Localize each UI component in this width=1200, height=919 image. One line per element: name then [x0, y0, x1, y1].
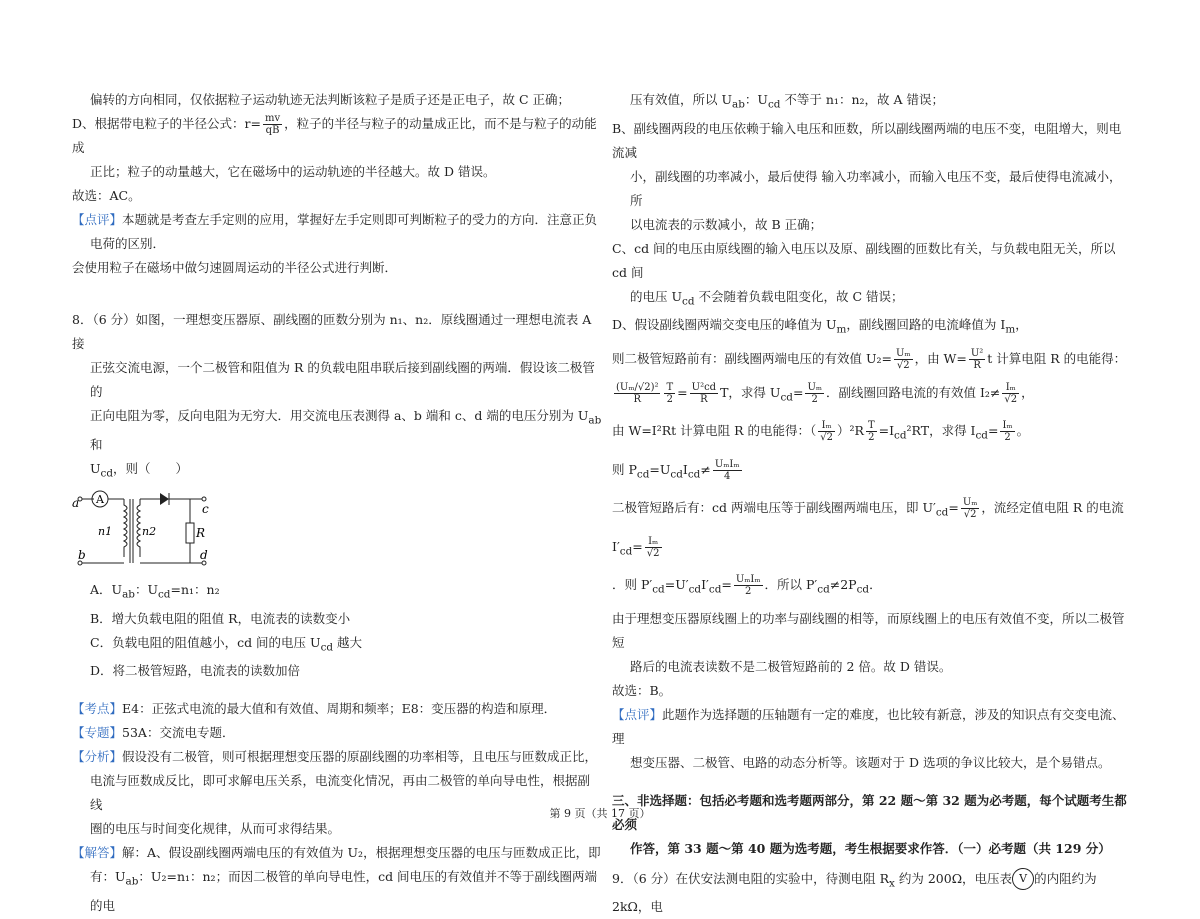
para-prev-d: D、根据带电粒子的半径公式：r= $\frac{mv}{qB}$ ，粒子的半径与粒子的动量成正比，而不是与粒子的动能成: [72, 112, 602, 160]
para-prev-c: 偏转的方向相同，仅依据粒子运动轨迹无法判断该粒子是质子还是正电子，故 C 正确；: [72, 88, 602, 112]
sol-c: C、cd 间的电压由原线圈的输入电压以及原、副线圈的匝数比有关，与负载电阻无关，所以 cd 间: [612, 237, 1132, 285]
question-8-l2: 正弦交流电源，一个二极管和阻值为 R 的负载电阻串联后接到副线圈的两端．假设该二极管的: [72, 356, 602, 404]
sol-d-before: 则二极管短路前有：副线圈两端电压的有效值 U₂= $\frac{\text{Uₘ}}{√2}$ ，由 W= $\frac{\text{U²}}{R}$ t 计算电阻 R 的电能得：: [612, 342, 1132, 376]
option-c: C．负载电阻的阻值越小，cd 间的电压 $U_{cd}$ 越大: [72, 631, 602, 660]
sol-a-cont: 压有效值，所以 $U_{ab}$：$U_{cd}$ 不等于 n₁：n₂，故 A 错误；: [612, 88, 1132, 117]
option-b: B．增大负载电阻的阻值 R，电流表的读数变小: [72, 607, 602, 631]
ammeter-label: A: [95, 493, 105, 506]
section-3-heading-cont: 作答，第 33 题～第 40 题为选考题，考生根据要求作答．（一）必考题（共 129 分）: [612, 837, 1132, 861]
dianping-8-cont: 想变压器、二极管、电路的动态分析等。该题对于 D 选项的争议比较大，是个易错点。: [612, 751, 1132, 775]
svg-text:n1: n1: [98, 525, 112, 538]
resistor-symbol: [186, 523, 194, 543]
sol-b-cont: 小，副线圈的功率减小，最后使得 输入功率减小，而输入电压不变，最后使得电流减小，所: [612, 165, 1132, 213]
jieda: 【解答】解：A、假设副线圈两端电压的有效值为 U₂，根据理想变压器的电压与匝数成正比，即: [72, 841, 602, 865]
page-footer: 第 9 页（共 17 页）: [0, 805, 1200, 821]
fenxi-cont: 电流与匝数成反比，即可求解电压关系，电流变化情况，再由二极管的单向导电性，根据副线: [72, 769, 602, 817]
sol-d-eq2: 由 W=I²Rt 计算电阻 R 的电能得：（ $\frac{\text{Iₘ}}{√2}$ ）²R $\frac{T}{2}$ $=I_{cd}^2RT$，求得 $I_{cd}=$ $\frac{\text{Iₘ}}{2}$ 。: [612, 414, 1132, 453]
question-8: 8．（6 分）如图，一理想变压器原、副线圈的匝数分别为 n₁、n₂．原线圈通过一理想电流表 A 接: [72, 308, 602, 356]
para-prev-d-cont: 正比；粒子的动量越大，它在磁场中的运动轨迹的半径越大。故 D 错误。: [72, 160, 602, 184]
question-9: 9．（6 分）在伏安法测电阻的实验中，待测电阻 $R_x$ 约为 200Ω，电压表 V 的内阻约为 2kΩ，电: [612, 867, 1132, 919]
prev-comment-cont2: 会使用粒子在磁场中做匀速圆周运动的半径公式进行判断．: [72, 256, 602, 280]
prev-answer: 故选：AC。: [72, 184, 602, 208]
option-a: A．$U_{ab}$：$U_{cd}=n_1$：n₂: [72, 578, 602, 607]
left-column: [72, 88, 602, 918]
fenxi: 【分析】假设没有二极管，则可根据理想变压器的原副线圈的功率相等，且电压与匝数成正比，: [72, 745, 602, 769]
sol-d: D、假设副线圈两端交变电压的峰值为 $U_m$，副线圈回路的电流峰值为 $I_m$，: [612, 313, 1132, 342]
option-d: D．将二极管短路，电流表的读数加倍: [72, 659, 602, 683]
jieda-cont: 有：$U_{ab}$：U₂=n₁：n₂；而因二极管的单向导电性，cd 间电压的有效值并不等于副线圈两端的电: [72, 865, 602, 918]
question-8-l4: $U_{cd}$，则（ ）: [72, 457, 602, 486]
radius-formula: $\frac{mv}{qB}$: [263, 113, 282, 136]
svg-text:d: d: [200, 548, 208, 562]
sol-d-after: 二极管短路后有：cd 两端电压等于副线圈两端电压，即 $U'_{cd}=$ $\frac{\text{Uₘ}}{√2}$ ，流经定值电阻 R 的电流 $I'_{cd}=$ $\frac{\text{Iₘ}}{√2}$: [612, 491, 1132, 568]
kaodian: 【考点】E4：正弦式电流的最大值和有效值、周期和频率；E8：变压器的构造和原理．: [72, 697, 602, 721]
prev-comment-cont: 电荷的区别．: [72, 232, 602, 256]
sol-b: B、副线圈两段的电压依赖于输入电压和匝数，所以副线圈两端的电压不变，电阻增大，则电流减: [612, 117, 1132, 165]
sol-d-eq4: ．则 $P'_{cd}=U'_{cd}I'_{cd}=$ $\frac{\text{UₘIₘ}}{2}$ ．所以 $P'_{cd}\ne 2P_{cd}$．: [612, 568, 1132, 607]
transformer-circuit-diagram: [72, 489, 232, 571]
svg-text:n2: n2: [142, 525, 156, 538]
diode-symbol: [160, 493, 169, 505]
section-3-heading: 三、非选择题：包括必考题和选考题两部分，第 22 题～第 32 题为必考题，每个试题考生都必须: [612, 789, 1132, 837]
question-8-l3: 正向电阻为零，反向电阻为无穷大．用交流电压表测得 a、b 端和 c、d 端的电压分别为 $U_{ab}$ 和: [72, 404, 602, 457]
sol-d-eq3: 则 $P_{cd}=U_{cd}I_{cd}\ne$ $\frac{\text{UₘIₘ}}{4}$: [612, 453, 1132, 492]
svg-text:R: R: [195, 526, 205, 540]
answer-8: 故选：B。: [612, 679, 1132, 703]
svg-text:a: a: [72, 496, 79, 510]
svg-text:c: c: [202, 502, 209, 516]
right-column: [612, 88, 1132, 919]
prev-comment: 【点评】本题就是考查左手定则的应用，掌握好左手定则即可判断粒子的受力的方向．注意正负: [72, 208, 602, 232]
dianping-8: 【点评】此题作为选择题的压轴题有一定的难度，也比较有新意，涉及的知识点有交变电流、理: [612, 703, 1132, 751]
sol-d-eq1: $\frac{\text{(Uₘ/√2)²}}{R}$ $\frac{T}{2}$ = $\frac{\text{U²cd}}{R}$ T，求得 $U_{cd}=$ $\frac{\text{Uₘ}}{2}$ ．副线圈回路电流的有效值 I₂≠ $\frac{\text{Iₘ}}{√2}$ ，: [612, 376, 1132, 415]
svg-text:b: b: [78, 548, 86, 562]
zhuanti: 【专题】53A：交流电专题．: [72, 721, 602, 745]
sol-d-conclusion: 由于理想变压器原线圈上的功率与副线圈的相等，而原线圈上的电压有效值不变，所以二极管短: [612, 607, 1132, 655]
fenxi-cont2: 圈的电压与时间变化规律，从而可求得结果。: [72, 817, 602, 841]
sol-c-cont: 的电压 $U_{cd}$ 不会随着负载电阻变化，故 C 错误；: [612, 285, 1132, 314]
voltmeter-icon: V: [1012, 868, 1034, 890]
sol-b-cont2: 以电流表的示数减小，故 B 正确；: [612, 213, 1132, 237]
sol-d-conclusion-cont: 路后的电流表读数不是二极管短路前的 2 倍。故 D 错误。: [612, 655, 1132, 679]
